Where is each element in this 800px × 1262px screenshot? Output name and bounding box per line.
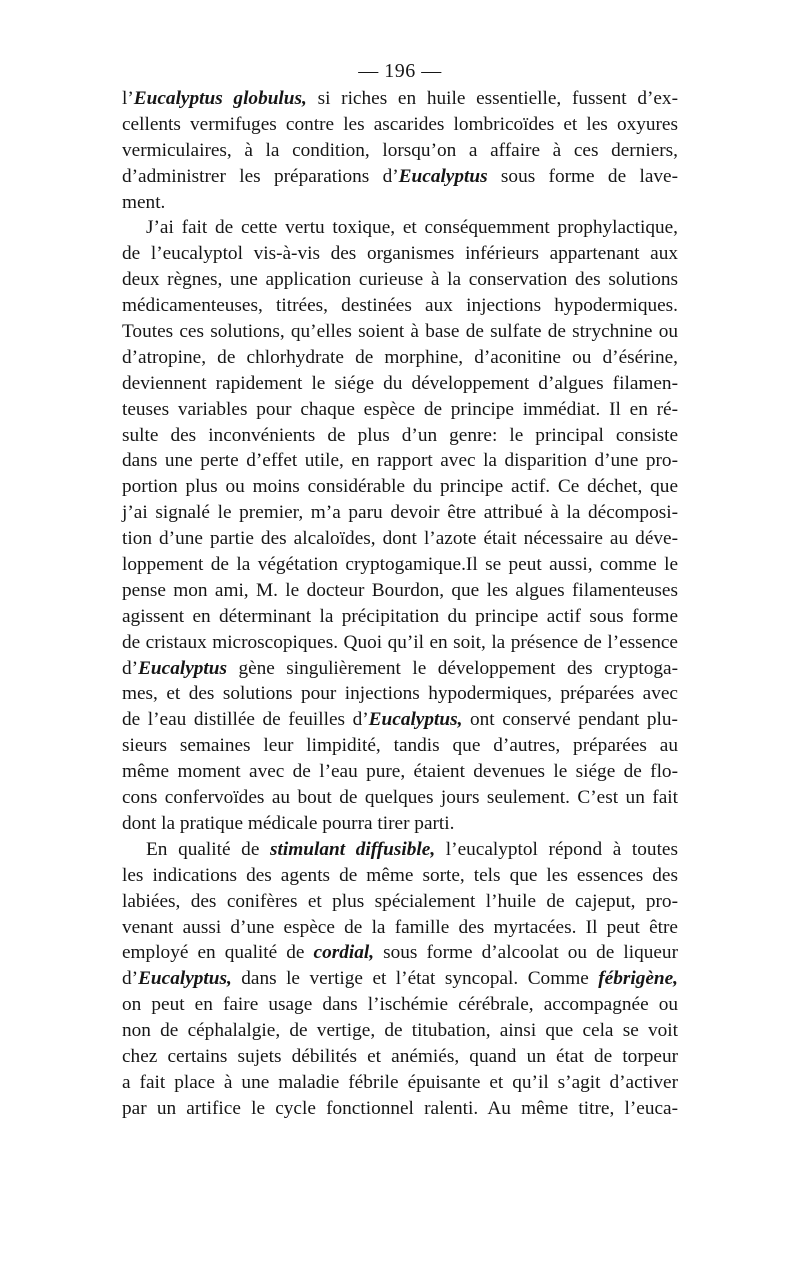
italic-text: Eucalyptus xyxy=(138,657,227,679)
text-line xyxy=(122,940,678,966)
text-segment: médicamenteuses, titrées, destinées aux injections hypodermiques. xyxy=(122,295,678,317)
text-line xyxy=(122,915,678,941)
text-line xyxy=(122,578,678,604)
text-segment: de cristaux microscopiques. Quoi qu’il en soit, la présence de l’essence xyxy=(122,631,678,653)
text-line xyxy=(122,889,678,915)
text-segment: d’atropine, de chlorhydrate de morphine, d’aconitine ou d’ésérine, xyxy=(122,346,678,368)
text-line xyxy=(122,138,678,164)
italic-text: Eucalyptus globulus, xyxy=(133,88,307,109)
text-line xyxy=(122,500,678,526)
text-segment: deux règnes, une application curieuse à la conservation des solutions xyxy=(122,269,678,291)
text-segment: si riches en huile essentielle, fussent d’ex- xyxy=(306,88,678,109)
italic-text: Eucalyptus xyxy=(398,165,488,187)
body-text xyxy=(122,86,678,1122)
text-line xyxy=(122,423,678,449)
text-segment: sieurs semaines leur limpidité, tandis que d’autres, préparées au xyxy=(122,735,678,757)
text-segment: d’ xyxy=(122,657,139,679)
text-line xyxy=(122,241,678,267)
text-segment: même moment avec de l’eau pure, étaient devenues le siége de flo- xyxy=(122,761,678,783)
text-line xyxy=(122,293,678,319)
text-segment: l’ xyxy=(122,88,134,109)
text-segment: loppement de la végétation cryptogamique.Il se peut aussi, comme le xyxy=(122,554,678,576)
text-line xyxy=(122,785,678,811)
text-segment: non de céphalalgie, de vertige, de titubation, ainsi que cela se voit xyxy=(122,1020,678,1042)
text-line xyxy=(122,966,678,992)
text-segment: de l’eau distillée de feuilles d’ xyxy=(122,709,369,731)
text-line xyxy=(122,681,678,707)
text-segment: labiées, des conifères et plus spécialement l’huile de cajeput, pro- xyxy=(122,890,678,912)
text-segment: les indications des agents de même sorte, tels que les essences des xyxy=(122,864,678,886)
text-segment: sous forme d’alcoolat ou de liqueur xyxy=(374,942,678,964)
text-line xyxy=(122,837,678,863)
text-segment: j’ai signalé le premier, m’a paru devoir être attribué à la décomposi- xyxy=(122,502,678,524)
italic-text: stimulant diffusible, xyxy=(270,838,436,860)
text-segment: employé en qualité de xyxy=(122,942,314,964)
text-line xyxy=(122,630,678,656)
text-segment: par un artifice le cycle fonctionnel ralenti. Au même titre, l’euca- xyxy=(122,1097,678,1119)
text-segment: agissent en déterminant la précipitation du principe actif sous forme xyxy=(122,605,678,627)
text-line xyxy=(122,86,678,112)
text-line xyxy=(122,1070,678,1096)
text-segment: venant aussi d’une espèce de la famille des myrtacées. Il peut être xyxy=(122,916,678,938)
italic-text: fébrigène, xyxy=(598,968,678,990)
text-segment: on peut en faire usage dans l’ischémie cérébrale, accompagnée ou xyxy=(122,994,678,1016)
text-segment: vermiculaires, à la condition, lorsqu’on a affaire à ces derniers, xyxy=(122,139,678,161)
text-segment: sulte des inconvénients de plus d’un genre: le principal consiste xyxy=(122,424,678,446)
text-segment: cellents vermifuges contre les ascarides lombricoïdes et les oxyures xyxy=(122,113,678,135)
text-segment: Toutes ces solutions, qu’elles soient à base de sulfate de strychnine ou xyxy=(122,321,678,343)
text-segment: dans une perte d’effet utile, en rapport avec la disparition d’une pro- xyxy=(122,450,678,472)
text-segment: gène singulièrement le développement des cryptoga- xyxy=(226,657,678,679)
text-segment: pense mon ami, M. le docteur Bourdon, que les algues filamenteuses xyxy=(122,579,678,601)
text-line xyxy=(122,811,678,837)
text-segment: tion d’une partie des alcaloïdes, dont l’azote était nécessaire au déve- xyxy=(122,528,678,550)
text-line xyxy=(122,1096,678,1122)
text-line xyxy=(122,656,678,682)
text-segment: portion plus ou moins considérable du principe actif. Ce déchet, que xyxy=(122,476,678,498)
text-line xyxy=(122,1018,678,1044)
text-line xyxy=(122,164,678,190)
text-line xyxy=(122,267,678,293)
text-segment: a fait place à une maladie fébrile épuisante et qu’il s’agit d’activer xyxy=(122,1071,678,1093)
text-segment: d’ xyxy=(122,968,139,990)
text-segment: En qualité de xyxy=(146,838,271,860)
text-line xyxy=(122,319,678,345)
page-number: — 196 — xyxy=(358,60,442,82)
text-line xyxy=(122,707,678,733)
text-segment: deviennent rapidement le siége du développement d’algues filamen- xyxy=(122,372,678,394)
text-segment: ont conservé pendant plu- xyxy=(462,709,678,731)
text-segment: sous forme de lave- xyxy=(487,165,679,187)
text-line xyxy=(122,345,678,371)
text-line xyxy=(122,992,678,1018)
text-line xyxy=(122,1044,678,1070)
text-line xyxy=(122,215,678,241)
text-segment: J’ai fait de cette vertu toxique, et conséquemment prophylactique, xyxy=(146,217,678,239)
text-segment: chez certains sujets débilités et anémiés, quand un état de torpeur xyxy=(122,1045,678,1067)
text-line xyxy=(122,397,678,423)
text-line xyxy=(122,552,678,578)
text-segment: l’eucalyptol répond à toutes xyxy=(435,838,678,860)
text-segment: dont la pratique médicale pourra tirer parti. xyxy=(122,812,455,834)
text-segment: d’administrer les préparations d’ xyxy=(122,165,399,187)
text-segment: teuses variables pour chaque espèce de principe immédiat. Il en ré- xyxy=(122,398,678,420)
text-line xyxy=(122,863,678,889)
text-line xyxy=(122,448,678,474)
italic-text: Eucalyptus, xyxy=(368,709,463,731)
text-line xyxy=(122,526,678,552)
text-segment: cons confervoïdes au bout de quelques jours seulement. C’est un fait xyxy=(122,787,678,809)
text-segment: dans le vertige et l’état syncopal. Comme xyxy=(231,968,599,990)
text-segment: ment. xyxy=(122,191,166,213)
italic-text: Eucalyptus, xyxy=(138,968,232,990)
text-line xyxy=(122,112,678,138)
text-line xyxy=(122,733,678,759)
italic-text: cordial, xyxy=(313,942,375,964)
text-line xyxy=(122,371,678,397)
text-line xyxy=(122,604,678,630)
text-line xyxy=(122,759,678,785)
text-segment: mes, et des solutions pour injections hypodermiques, préparées avec xyxy=(122,683,678,705)
book-page xyxy=(122,58,678,1122)
text-line xyxy=(122,190,678,216)
text-segment: de l’eucalyptol vis-à-vis des organismes inférieurs appartenant aux xyxy=(122,243,678,265)
text-line xyxy=(122,474,678,500)
